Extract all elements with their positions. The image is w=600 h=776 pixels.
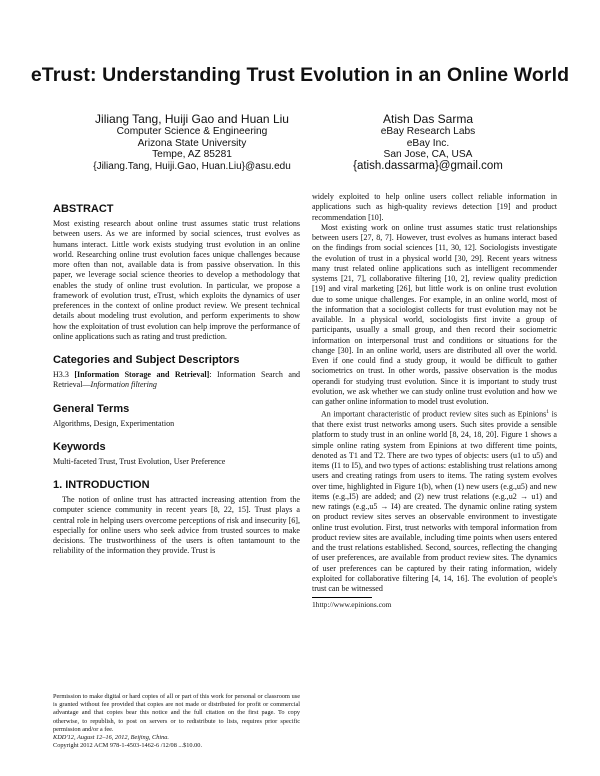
p3-part-a: An important characteristic of product review sites such as Epinions <box>321 409 547 419</box>
author-email: {Jiliang.Tang, Huiji.Gao, Huan.Liu}@asu.edu <box>93 160 291 172</box>
category-italic: Information filtering <box>90 380 157 390</box>
right-column <box>312 192 557 609</box>
introduction-text: The notion of online trust has attracted increasing attention from the computer science community in recent years [8, 22, 15]. Trust plays a central role in helping users overcome perceptions of risk and insecurity [6], especially for online users who seek advice from trusted sources to make decisions. The trustworthiness of the users is often tantamount to the reliability of the information they provide. Trust is <box>53 495 300 556</box>
right-paragraph-2: Most existing work on online trust assumes static trust relationships between users [27, 8, 7]. However, trust evolves as humans interact based on the findings from social sciences [11, 30, 12]. Sociologists investigate the evolution of trust in a physical world [30, 29]. Recent years witness many trust related online applications such as intelligent recommender systems [21, 7], collaborative filtering [10, 2], review quality prediction [19] and viral marketing [26], but little work is on online trust evolution due to some unique challenges. For example, in an online world, most of the information that a sociologist collects for trust evolution may not be available. In a physical world, sociologists first invite a group of participants, usually a small group, and then record their sociometric information on interpersonal trust and conditions or situations for the change [30]. In an online world, users are distributed all over the world. Even if one could find a study group, it would be difficult to gather sociometrics on trust. In other words, passive observation is the modus operandi for studying trust evolution. Since it is important to study trust evolution, we ask whether we can study online trust evolution and how we can gather online information to model trust evolution. <box>312 222 557 406</box>
author-block-2 <box>318 113 538 172</box>
author-affiliation: Computer Science & Engineering <box>116 126 268 137</box>
category-bold: [Information Storage and Retrieval] <box>74 370 210 379</box>
categories-section <box>53 354 300 391</box>
categories-heading: Categories and Subject Descriptors <box>53 354 240 366</box>
categories-text <box>53 370 300 391</box>
permission-text: Permission to make digital or hard copies of all or part of this work for personal or classroom use is granted without fee provided that copies are not made or distributed for profit or commercial advantage and that copies bear this notice and the full citation on the first page. To copy otherwise, to republish, to post on servers or to redistribute to lists, requires prior specific permission and/or a fee. <box>53 693 300 733</box>
author-affiliation: eBay Inc. <box>406 137 450 149</box>
footnote-rule <box>312 597 372 598</box>
author-affiliation: eBay Research Labs <box>380 126 476 137</box>
paper-title: eTrust: Understanding Trust Evolution in an Online World <box>30 64 570 86</box>
permission-notice <box>53 693 300 750</box>
category-rest: : Information Search and Retrieval— <box>53 370 301 390</box>
author-affiliation: Tempe, AZ 85281 <box>152 149 232 160</box>
category-code: H3.3 <box>53 370 75 379</box>
keywords-heading: Keywords <box>53 440 106 453</box>
introduction-section <box>53 479 300 557</box>
author-names: Atish Das Sarma <box>382 112 474 126</box>
author-names: Jiliang Tang, Huiji Gao and Huan Liu <box>95 112 289 126</box>
author-affiliation: San Jose, CA, USA <box>383 149 473 160</box>
keywords-text: Multi-faceted Trust, Trust Evolution, User Preference <box>53 456 226 466</box>
general-terms-section <box>53 403 300 429</box>
copyright-line: Copyright 2012 ACM 978-1-4503-1462-6 /12/08 ...$10.00. <box>53 742 203 750</box>
abstract-text: Most existing research about online trust assumes static trust relations between users. As we are informed by social sciences, trust evolves as humans interact. Little work exists studying trust evolution in an online world. Researching online trust evolution faces unique challenges because more often than not, available data is from passive observation. In this paper, we leverage social science theories to develop a methodology that enables the study of online trust evolution. In particular, we propose a framework of evolution trust, eTrust, which exploits the dynamics of user preferences in the context of online product review. We present technical details about modeling trust evolution, and perform experiments to show how the exploitation of trust evolution can help improve the performance of online applications such as rating and trust prediction. <box>53 219 300 341</box>
footnote: 1http://www.epinions.com <box>312 600 392 610</box>
general-terms-text: Algorithms, Design, Experimentation <box>53 418 175 428</box>
footnote-marker: 1 <box>546 409 549 416</box>
author-block-1 <box>82 113 302 172</box>
right-paragraph-1: widely exploited to help online users collect reliable information in applications such as high-quality reviews detection [19] and product recommendation [10]. <box>312 192 557 222</box>
introduction-heading: 1. INTRODUCTION <box>53 479 150 491</box>
p3-part-b: is that there exist trust networks among users. Such sites provide a sensible platform to study trust in an online world [8, 24, 18, 20]. Figure 1 shows a simple online rating system from Epinions at two different time points, denoted as T1 and T2. There are two types of objects: users (u1 to u5) and items (I1 to I5), and two types of actions: establishing trust relations among users and creating ratings from users to items. The rating system evolves over time, highlighted in Figure 1(b), when (1) new users (e.g.,u5) and new items (e.g.,I5) are added; and (2) new trust relations (e.g.,u2 → u1) and new ratings (e.g.,u5 → I4) are created. The dynamic online rating system on product review sites serves an observable environment to investigate online trust evolution. First, trust networks with temporal information from product review sites are available, including time points when users entered and the trust relations established. Second, sources, reflecting the changing of user preferences, are available from product review sites. The dynamics of user preferences can be captured by their rating information, widely exploited for collaborative filtering [4, 14, 16]. The evolution of people's trust can be witnessed <box>312 409 557 594</box>
author-email: {atish.dassarma}@gmail.com <box>353 159 503 172</box>
left-column <box>53 203 300 557</box>
general-terms-heading: General Terms <box>53 402 130 415</box>
abstract-heading: ABSTRACT <box>53 203 114 215</box>
keywords-section <box>53 441 300 467</box>
conference-line: KDD'12, August 12–16, 2012, Beijing, China. <box>53 734 169 742</box>
right-paragraph-3 <box>312 407 557 594</box>
author-affiliation: Arizona State University <box>137 137 247 149</box>
